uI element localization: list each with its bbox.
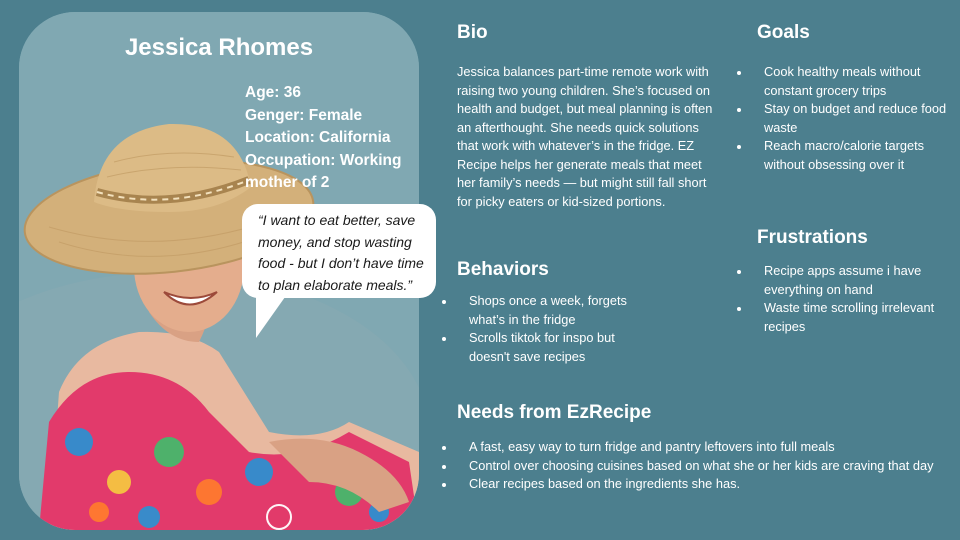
list-item: Clear recipes based on the ingredients she has. xyxy=(437,475,957,494)
persona-facts xyxy=(245,82,419,195)
behaviors-heading: Behaviors xyxy=(457,259,549,280)
list-item: Stay on budget and reduce food waste xyxy=(732,100,954,137)
persona-name: Jessica Rhomes xyxy=(124,34,314,61)
frustrations-heading: Frustrations xyxy=(757,227,868,248)
persona-occupation-line1: Occupation: Working xyxy=(245,151,402,169)
list-item: Reach macro/calorie targets without obsessing over it xyxy=(732,137,954,174)
needs-list xyxy=(437,438,957,494)
goals-heading: Goals xyxy=(757,22,810,43)
list-item: Scrolls tiktok for inspo but doesn't save recipes xyxy=(437,329,657,366)
list-item: Shops once a week, forgets what’s in the fridge xyxy=(437,292,657,329)
persona-age: Age: 36 xyxy=(245,84,301,101)
list-item: A fast, easy way to turn fridge and pantry leftovers into full meals xyxy=(437,438,957,457)
list-item: Cook healthy meals without constant grocery trips xyxy=(732,63,954,100)
persona-location: Location: California xyxy=(245,129,391,146)
frustrations-list xyxy=(732,262,954,336)
behaviors-list xyxy=(437,292,657,366)
speech-bubble xyxy=(242,204,436,298)
persona-gender: Genger: Female xyxy=(245,106,363,124)
list-item: Waste time scrolling irrelevant recipes xyxy=(732,299,954,336)
bio-heading: Bio xyxy=(457,22,488,43)
needs-heading: Needs from EzRecipe xyxy=(457,402,652,423)
persona-occupation-line2: mother of 2 xyxy=(245,174,330,191)
persona-quote: “I want to eat better, save money, and stop wasting food - but I don’t have time to plan elaborate meals.” xyxy=(258,212,424,293)
bio-text: Jessica balances part-time remote work with raising two young children. She’s focused on health and budget, but meal planning is often an afterthought. She needs quick solutions that work with whatever’s in the fridge. EZ Recipe helps her generate meals that meet her family’s needs — but might still fall short for picky eaters or kid-sized portions. xyxy=(457,64,713,209)
list-item: Control over choosing cuisines based on what she or her kids are craving that day xyxy=(437,457,957,476)
list-item: Recipe apps assume i have everything on hand xyxy=(732,262,954,299)
goals-list xyxy=(732,63,954,174)
